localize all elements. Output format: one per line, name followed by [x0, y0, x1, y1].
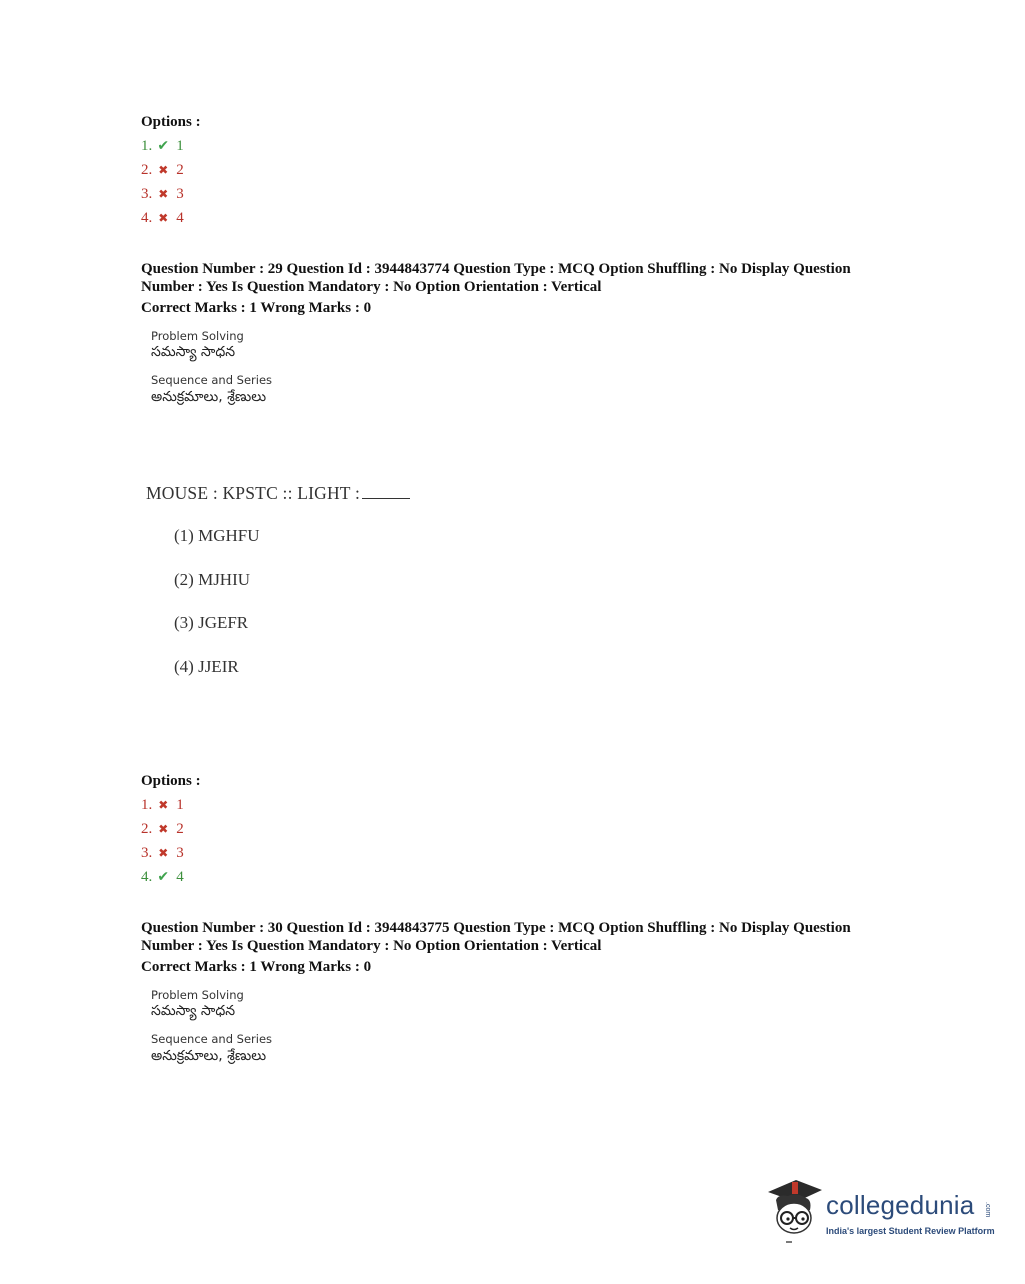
check-icon: ✔	[157, 869, 170, 885]
option-number: 1.	[141, 138, 153, 154]
options-heading: Options :	[141, 773, 201, 789]
cross-icon: ✖	[158, 163, 169, 177]
subtopic-label-telugu: అనుక్రమాలు, శ్రేణులు	[151, 389, 267, 405]
option-2	[141, 817, 184, 841]
option-value: 3	[176, 845, 184, 861]
question-stem	[146, 483, 410, 504]
topic-label-telugu: సమస్యా సాధన	[151, 344, 236, 360]
option-1	[141, 134, 184, 158]
cross-icon: ✖	[158, 211, 169, 225]
option-1	[141, 793, 184, 817]
cross-icon: ✖	[158, 822, 169, 836]
option-value: 1	[176, 138, 184, 154]
topic-label: Problem Solving	[151, 329, 244, 343]
option-3	[141, 182, 184, 206]
question-stem-text: MOUSE : KPSTC :: LIGHT :	[146, 483, 361, 503]
question-meta-line-2: Number : Yes Is Question Mandatory : No Option Orientation : Vertical	[141, 938, 602, 954]
option-value: 4	[176, 210, 184, 226]
option-number: 2.	[141, 162, 153, 178]
choice-4: (4) JJEIR	[174, 657, 239, 676]
option-2	[141, 158, 184, 182]
option-4	[141, 206, 184, 230]
cross-icon: ✖	[158, 846, 169, 860]
question-meta-line-2: Number : Yes Is Question Mandatory : No Option Orientation : Vertical	[141, 279, 602, 295]
mascot-icon	[766, 1176, 824, 1246]
option-value: 4	[176, 869, 184, 885]
subtopic-label: Sequence and Series	[151, 1032, 273, 1046]
question-30-marks: Correct Marks : 1 Wrong Marks : 0	[141, 959, 372, 975]
collegedunia-logo	[766, 1176, 996, 1246]
option-number: 4.	[141, 869, 153, 885]
option-number: 3.	[141, 186, 153, 202]
option-4	[141, 865, 184, 889]
topic-label-telugu: సమస్యా సాధన	[151, 1003, 236, 1019]
options-list	[141, 793, 184, 889]
question-meta-line-1: Question Number : 29 Question Id : 3944843774 Question Type : MCQ Option Shuffling : No Display Question	[141, 261, 851, 277]
question-30-meta	[141, 919, 921, 955]
question-meta-line-1: Question Number : 30 Question Id : 3944843775 Question Type : MCQ Option Shuffling : No Display Question	[141, 920, 851, 936]
options-list	[141, 134, 184, 230]
subtopic-label-telugu: అనుక్రమాలు, శ్రేణులు	[151, 1048, 267, 1064]
choice-1: (1) MGHFU	[174, 526, 260, 545]
option-number: 4.	[141, 210, 153, 226]
cross-icon: ✖	[158, 798, 169, 812]
check-icon: ✔	[157, 138, 170, 154]
option-number: 1.	[141, 797, 153, 813]
logo-tagline: India's largest Student Review Platform	[826, 1226, 995, 1236]
option-number: 3.	[141, 845, 153, 861]
cross-icon: ✖	[158, 187, 169, 201]
option-value: 2	[176, 821, 184, 837]
logo-domain: .com	[984, 1202, 991, 1218]
options-heading: Options :	[141, 114, 201, 130]
choice-2: (2) MJHIU	[174, 570, 251, 589]
logo-wordmark: collegedunia	[826, 1190, 975, 1220]
option-3	[141, 841, 184, 865]
topic-label: Problem Solving	[151, 988, 244, 1002]
option-value: 3	[176, 186, 184, 202]
choice-3: (3) JGEFR	[174, 613, 249, 632]
answer-blank	[362, 484, 410, 499]
option-value: 1	[176, 797, 184, 813]
subtopic-label: Sequence and Series	[151, 373, 273, 387]
option-number: 2.	[141, 821, 153, 837]
question-29-marks: Correct Marks : 1 Wrong Marks : 0	[141, 300, 372, 316]
option-value: 2	[176, 162, 184, 178]
question-29-meta	[141, 260, 921, 296]
